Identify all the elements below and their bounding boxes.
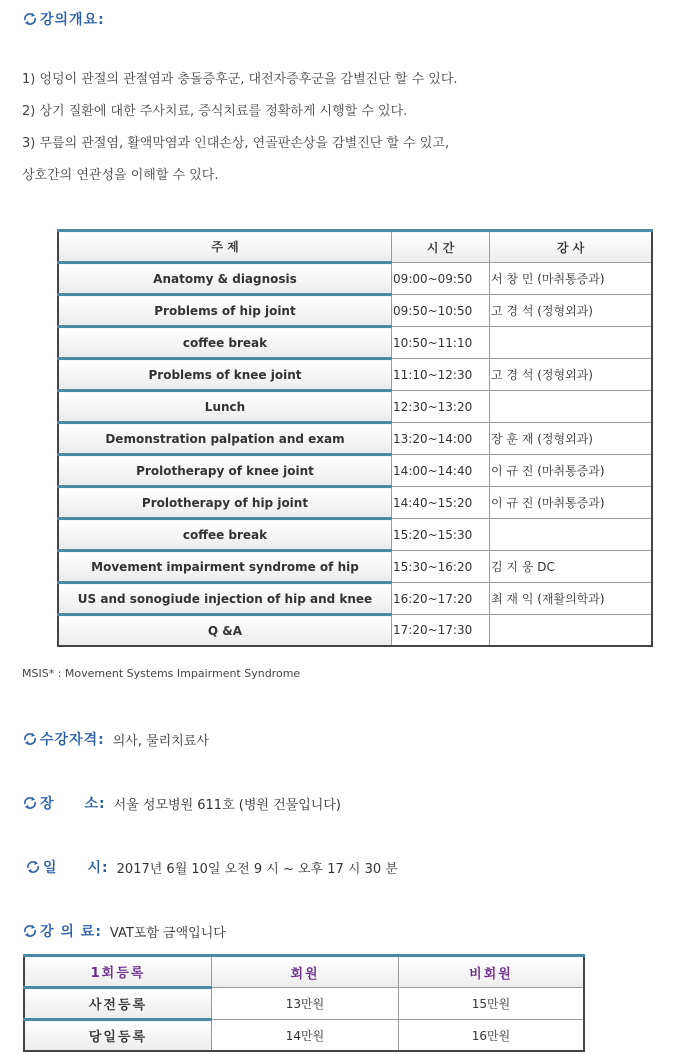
nonmember-fee: 16만원 [399,1020,585,1052]
lecturer-cell [490,391,653,423]
overview-heading [22,9,105,29]
schedule-table [57,229,653,647]
lecturer-cell [490,615,653,647]
lecturer-cell [490,327,653,359]
topic-cell: Problems of hip joint [58,295,392,327]
table-row [58,519,652,551]
table-row [58,391,652,423]
registration-type: 당일등록 [24,1020,212,1052]
table-row [58,295,652,327]
table-row [58,551,652,583]
table-row [58,423,652,455]
lecturer-cell: 이 규 진 (마취통증과) [490,487,653,519]
table-row [58,455,652,487]
lecturer-cell: 서 창 민 (마취통증과) [490,263,653,295]
lecturer-cell [490,519,653,551]
table-row [58,263,652,295]
fees-header-nonmember: 비회원 [399,956,585,988]
fees-header-registration: 1회등록 [24,956,212,988]
table-row [24,1020,584,1052]
time-cell: 12:30~13:20 [392,391,490,423]
refresh-icon [22,731,38,747]
topic-cell: Q &A [58,615,392,647]
lecturer-cell: 김 지 웅 DC [490,551,653,583]
lecturer-cell: 고 경 석 (정형외과) [490,295,653,327]
refresh-icon [22,795,38,811]
header-lecturer: 강 사 [490,231,653,263]
time-cell: 10:50~11:10 [392,327,490,359]
fees-header-member: 회원 [212,956,399,988]
objective-item: 3) 무릎의 관절염, 활액막염과 인대손상, 연골판손상을 감별진단 할 수 있고, [22,136,450,151]
table-row [58,487,652,519]
datetime-section [25,857,398,877]
time-cell: 17:20~17:30 [392,615,490,647]
datetime-label: 일 시: [43,860,109,876]
lecturer-cell: 고 경 석 (정형외과) [490,359,653,391]
refresh-icon [22,923,38,939]
lecturer-cell: 이 규 진 (마취통증과) [490,455,653,487]
time-cell: 09:00~09:50 [392,263,490,295]
time-cell: 11:10~12:30 [392,359,490,391]
topic-cell: Demonstration palpation and exam [58,423,392,455]
topic-cell: coffee break [58,327,392,359]
table-row [58,327,652,359]
topic-cell: Prolotherapy of knee joint [58,455,392,487]
lecturer-cell: 최 재 익 (재활의학과) [490,583,653,615]
fees-header-row [24,956,584,988]
time-cell: 16:20~17:20 [392,583,490,615]
overview-heading-label: 강의개요: [40,12,105,28]
table-row [58,359,652,391]
header-time: 시 간 [392,231,490,263]
time-cell: 09:50~10:50 [392,295,490,327]
schedule-header-row [58,231,652,263]
fee-value: VAT포함 금액입니다 [109,925,226,941]
time-cell: 15:30~16:20 [392,551,490,583]
time-cell: 15:20~15:30 [392,519,490,551]
nonmember-fee: 15만원 [399,988,585,1020]
qualification-label: 수강자격: [40,732,105,748]
topic-cell: Movement impairment syndrome of hip [58,551,392,583]
datetime-value: 2017년 6월 10일 오전 9 시 ~ 오후 17 시 30 분 [116,861,398,877]
refresh-icon [25,859,41,875]
refresh-icon [22,11,38,27]
topic-cell: Prolotherapy of hip joint [58,487,392,519]
time-cell: 14:40~15:20 [392,487,490,519]
topic-cell: US and sonogiude injection of hip and knee [58,583,392,615]
qualification-section [22,729,209,749]
location-value: 서울 성모병원 611호 (병원 건물입니다) [113,797,341,813]
member-fee: 14만원 [212,1020,399,1052]
header-topic: 주 제 [58,231,392,263]
table-row [24,988,584,1020]
topic-cell: Anatomy & diagnosis [58,263,392,295]
location-label: 장 소: [40,796,106,812]
table-row [58,583,652,615]
objectives-list [22,70,458,198]
time-cell: 13:20~14:00 [392,423,490,455]
objective-item: 1) 엉덩이 관절의 관절염과 충돌증후군, 대전자증후군을 감별진단 할 수 있다. [22,72,458,87]
table-row [58,615,652,647]
topic-cell: coffee break [58,519,392,551]
abbreviation-note: MSIS* : Movement Systems Impairment Syndrome [22,667,301,680]
lecturer-cell: 장 훈 재 (정형외과) [490,423,653,455]
registration-type: 사전등록 [24,988,212,1020]
qualification-value: 의사, 물리치료사 [112,733,209,749]
objective-item: 2) 상기 질환에 대한 주사치료, 증식치료를 정확하게 시행할 수 있다. [22,104,408,119]
objective-item: 상호간의 연관성을 이해할 수 있다. [22,168,219,183]
fee-label: 강 의 료: [40,924,102,940]
topic-cell: Lunch [58,391,392,423]
fee-section [22,921,226,941]
topic-cell: Problems of knee joint [58,359,392,391]
fees-table [23,954,585,1052]
location-section [22,793,341,813]
time-cell: 14:00~14:40 [392,455,490,487]
member-fee: 13만원 [212,988,399,1020]
